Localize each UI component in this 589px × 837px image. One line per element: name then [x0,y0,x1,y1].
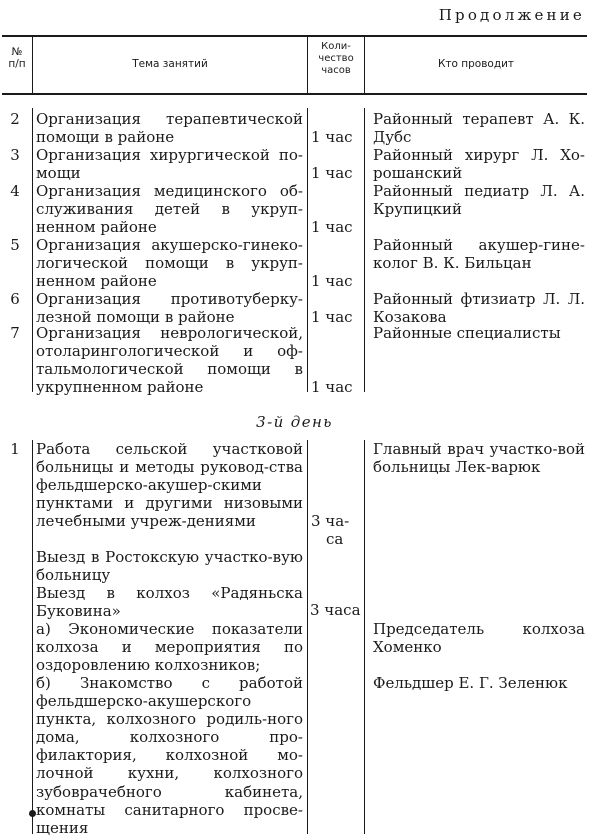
row-hours: 1 час [311,164,353,182]
day-title: 3-й день [256,413,333,431]
row-who: Районный фтизиатр Л. Л. Козакова [373,290,585,327]
col-divider-2b [307,440,308,834]
row-who: Районный хирург Л. Хо-рошанский [373,146,585,183]
row-hours: 1 час [311,128,353,146]
day3-num: 1 [10,440,20,458]
header-who: Кто проводит [437,58,515,70]
continued-label: Продолжение [438,6,585,24]
day3-who-1: Главный врач участко-вой больницы Лек-варюк [373,440,585,477]
row-num: 4 [10,182,20,200]
row-topic: Организация неврологической, отоларингологической и оф-тальмологической помощи в укрупненном районе [36,324,303,397]
header-hours: Коли- чество часов [318,41,354,76]
row-topic: Организация противотуберку-лезной помощи в районе [36,290,303,327]
header-num: № п/п [8,46,26,70]
col-divider-3b [364,440,365,834]
day3-who-4: Председатель колхоза Хоменко [373,620,585,657]
row-topic: Организация акушерско-гинеко-логической помощи в укруп-ненном районе [36,236,303,291]
row-hours: 1 час [311,218,353,236]
col-divider-2a [307,108,308,392]
row-who: Районный акушер-гине-колог В. К. Бильцан [373,236,585,273]
day3-who-5: Фельдшер Е. Г. Зеленюк [373,674,568,692]
day3-hours-1a: 3 ча- [311,512,350,530]
row-who: Районный педиатр Л. А. Крупицкий [373,182,585,219]
day3-topic-1: Работа сельской участковой больницы и методы руковод-ства фельдшерско-акушер-скими пунктами и другими низовыми лечебными учреж-дениями [36,440,303,531]
row-num: 3 [10,146,20,164]
row-who: Районный терапевт А. К. Дубс [373,110,585,147]
day3-hours-3: 3 часа [310,601,361,619]
bullet-dot [29,810,36,817]
row-topic: Организация хирургической по-мощи [36,146,303,183]
row-num: 7 [10,324,20,342]
row-topic: Организация медицинского об-служивания детей в укруп-ненном районе [36,182,303,237]
row-hours: 1 час [311,308,353,326]
day3-topic-5: б) Знакомство с работой фельдшерско-акушерского пункта, колхозного родиль-ного дома, колхозного про-филактория, колхозной мо-лочной кухни, колхозного зубоврачебного кабинета, комнаты санитарного просве-щения [36,674,303,837]
day3-topic-3: Выезд в колхоз «Радяньска Буковина» [36,584,303,621]
day3-hours-1b: са [326,530,344,548]
row-who: Районные специалисты [373,324,561,342]
day3-topic-2: Выезд в Ростокскую участко-вую больницу [36,548,303,585]
col-divider-1b [32,440,33,834]
col-divider-3a [364,108,365,392]
header-topic: Тема занятий [132,58,208,70]
row-num: 5 [10,236,20,254]
row-num: 6 [10,290,20,308]
row-hours: 1 час [311,272,353,290]
day3-topic-4: а) Экономические показатели колхоза и мероприятия по оздоровлению колхозников; [36,620,303,675]
col-divider-1a [32,108,33,392]
row-hours: 1 час [311,378,353,396]
row-topic: Организация терапевтической помощи в районе [36,110,303,147]
row-num: 2 [10,110,20,128]
header-bottom-rule [2,93,587,95]
header-top-rule [2,35,587,37]
